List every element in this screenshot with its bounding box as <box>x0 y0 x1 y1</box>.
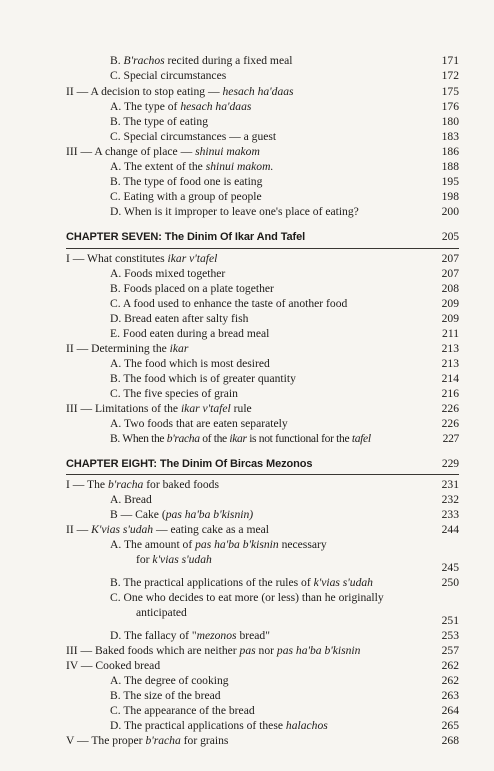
page-number: 226 <box>441 402 459 415</box>
toc-entry <box>0 575 494 591</box>
page-number: 233 <box>441 508 459 521</box>
page-number: 211 <box>442 327 459 340</box>
entry-title: B. The practical applications of the rules of k'vias s'udah <box>110 576 373 589</box>
page-number: 171 <box>441 54 459 67</box>
toc-entry <box>0 643 494 659</box>
toc-entry <box>0 537 494 553</box>
divider <box>66 248 459 249</box>
entry-title: IV — Cooked bread <box>66 659 161 672</box>
entry-title: A. The extent of the shinui makom. <box>110 160 274 173</box>
toc-entry <box>0 114 494 130</box>
entry-title: II — K'vias s'udah — eating cake as a meal <box>66 523 269 536</box>
entry-title: B — Cake (pas ha'ba b'kisnin) <box>110 508 254 521</box>
toc-entry <box>0 189 494 205</box>
entry-title: I — The b'racha for baked foods <box>66 478 219 491</box>
page-number: 175 <box>441 85 459 98</box>
toc-entry <box>0 431 494 447</box>
entry-title: A. The amount of pas ha'ba b'kisnin necessary <box>110 538 327 551</box>
page-number: 257 <box>441 644 459 657</box>
page-number: 227 <box>442 432 459 445</box>
entry-title: B. The type of food one is eating <box>110 175 263 188</box>
entry-title: A. The food which is most desired <box>110 357 270 370</box>
page-number: 262 <box>441 674 459 687</box>
toc-entry <box>0 492 494 508</box>
entry-title: I — What constitutes ikar v'tafel <box>66 252 218 265</box>
entry-title: B. Foods placed on a plate together <box>110 282 274 295</box>
toc-entry <box>0 658 494 674</box>
page-number: 268 <box>441 734 459 747</box>
entry-title: C. One who decides to eat more (or less) than he originally <box>110 591 384 604</box>
toc-entry <box>0 159 494 175</box>
page-number: 176 <box>441 100 459 113</box>
toc-entry <box>0 84 494 100</box>
entry-title: B. When the b'racha of the ikar is not functional for the tafel <box>110 432 371 445</box>
chapter-title: CHAPTER SEVEN: The Dinim Of Ikar And Tafel <box>66 231 306 243</box>
entry-title: C. The appearance of the bread <box>110 704 255 717</box>
entry-title: C. A food used to enhance the taste of another food <box>110 297 348 310</box>
toc-entry <box>0 522 494 538</box>
toc-entry <box>0 326 494 342</box>
page-number: 198 <box>441 190 459 203</box>
toc-entry <box>0 718 494 734</box>
page-number: 232 <box>441 493 459 506</box>
entry-title: C. Special circumstances — a guest <box>110 130 277 143</box>
entry-title: A. Two foods that are eaten separately <box>110 417 288 430</box>
entry-title: A. The type of hesach ha'daas <box>110 100 252 113</box>
entry-title: C. Special circumstances <box>110 69 227 82</box>
page-number: 209 <box>441 312 459 325</box>
page-number: 253 <box>441 629 459 642</box>
entry-title: II — A decision to stop eating — hesach ha'daas <box>66 85 294 98</box>
entry-title: B. B'rachos recited during a fixed meal <box>110 54 293 67</box>
page-number: 229 <box>441 457 459 470</box>
toc-entry <box>0 386 494 402</box>
entry-title: anticipated <box>136 606 187 619</box>
page-number: 262 <box>441 659 459 672</box>
toc-entry <box>0 673 494 689</box>
toc-entry <box>0 371 494 387</box>
page-number: 186 <box>441 145 459 158</box>
page-number: 195 <box>441 175 459 188</box>
page-number: 263 <box>441 689 459 702</box>
toc-entry <box>0 688 494 704</box>
toc-entry <box>0 356 494 372</box>
toc-entry <box>0 296 494 312</box>
page-number: 205 <box>441 230 459 243</box>
toc-entry <box>0 68 494 84</box>
toc-entry <box>0 560 494 576</box>
toc-entry <box>0 281 494 297</box>
page-number: 183 <box>441 130 459 143</box>
page-number: 244 <box>441 523 459 536</box>
toc-entry <box>0 703 494 719</box>
toc-entry <box>0 628 494 644</box>
page-number: 188 <box>441 160 459 173</box>
page-number: 207 <box>441 267 459 280</box>
chapter-heading <box>0 456 494 472</box>
page-number: 172 <box>441 69 459 82</box>
page-number: 264 <box>441 704 459 717</box>
entry-title: E. Food eaten during a bread meal <box>110 327 270 340</box>
chapter-heading <box>0 229 494 245</box>
entry-title: D. The fallacy of "mezonos bread" <box>110 629 270 642</box>
entry-title: A. Foods mixed together <box>110 267 226 280</box>
page-number: 213 <box>441 357 459 370</box>
entry-title: II — Determining the ikar <box>66 342 189 355</box>
toc-entry <box>0 53 494 69</box>
page-number: 180 <box>441 115 459 128</box>
page-number: 216 <box>441 387 459 400</box>
page-number: 200 <box>441 205 459 218</box>
toc-entry <box>0 416 494 432</box>
page-number: 265 <box>441 719 459 732</box>
entry-title: III — Limitations of the ikar v'tafel rule <box>66 402 252 415</box>
toc-entry <box>0 204 494 220</box>
page-number: 231 <box>441 478 459 491</box>
entry-title: III — A change of place — shinui makom <box>66 145 260 158</box>
toc-entry <box>0 733 494 749</box>
toc-entry <box>0 401 494 417</box>
toc-entry <box>0 613 494 629</box>
page-number: 207 <box>441 252 459 265</box>
divider <box>66 474 459 475</box>
toc-entry <box>0 311 494 327</box>
page-number: 250 <box>441 576 459 589</box>
entry-title: A. Bread <box>110 493 152 506</box>
entry-title: D. The practical applications of these halachos <box>110 719 328 732</box>
toc-entry <box>0 477 494 493</box>
entry-title: III — Baked foods which are neither pas nor pas ha'ba b'kisnin <box>66 644 361 657</box>
toc-entry <box>0 341 494 357</box>
entry-title: C. The five species of grain <box>110 387 238 400</box>
entry-title: B. The food which is of greater quantity <box>110 372 296 385</box>
toc-entry <box>0 590 494 606</box>
entry-title: V — The proper b'racha for grains <box>66 734 229 747</box>
page-number: 213 <box>441 342 459 355</box>
entry-title: A. The degree of cooking <box>110 674 229 687</box>
toc-entry <box>0 507 494 523</box>
page-number: 251 <box>441 614 459 627</box>
entry-title: B. The type of eating <box>110 115 208 128</box>
page-number: 214 <box>441 372 459 385</box>
chapter-title: CHAPTER EIGHT: The Dinim Of Bircas Mezonos <box>66 458 313 470</box>
entry-title: B. The size of the bread <box>110 689 221 702</box>
toc-entry <box>0 174 494 190</box>
toc-entry <box>0 144 494 160</box>
entry-title: D. When is it improper to leave one's place of eating? <box>110 205 359 218</box>
toc-entry <box>0 251 494 267</box>
page-number: 245 <box>441 561 459 574</box>
page-number: 208 <box>441 282 459 295</box>
toc-entry <box>0 129 494 145</box>
entry-title: for k'vias s'udah <box>136 553 212 566</box>
toc-entry <box>0 266 494 282</box>
entry-title: D. Bread eaten after salty fish <box>110 312 249 325</box>
page-number: 209 <box>441 297 459 310</box>
toc-entry <box>0 99 494 115</box>
page-number: 226 <box>441 417 459 430</box>
entry-title: C. Eating with a group of people <box>110 190 262 203</box>
